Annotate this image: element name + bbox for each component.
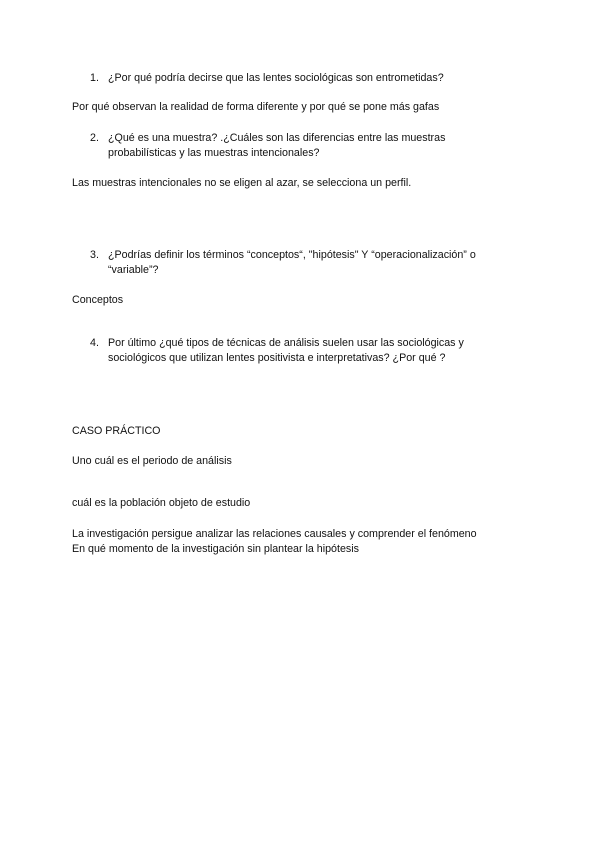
answer-3: Conceptos [72, 294, 124, 306]
caso-paragraph-3-line-1: La investigación persigue analizar las relaciones causales y comprender el fenómeno [72, 528, 477, 540]
question-4-text-line-2: sociológicos que utilizan lentes positivista e interpretativas? ¿Por qué ? [108, 352, 446, 364]
answer-1: Por qué observan la realidad de forma diferente y por qué se pone más gafas [72, 101, 440, 113]
question-2-text-line-1: ¿Qué es una muestra? .¿Cuáles son las diferencias entre las muestras [108, 132, 446, 144]
caso-paragraph-2: cuál es la población objeto de estudio [72, 497, 251, 509]
caso-paragraph-1: Uno cuál es el periodo de análisis [72, 455, 232, 467]
answer-2: Las muestras intencionales no se eligen al azar, se selecciona un perfil. [72, 177, 412, 189]
question-2-text-line-2: probabilísticas y las muestras intencionales? [108, 147, 320, 159]
question-3-text-line-1: ¿Podrías definir los términos “conceptos“, "hipótesis" Y “operacionalización” o [108, 249, 476, 261]
question-1-text: ¿Por qué podría decirse que las lentes sociológicas son entrometidas? [108, 72, 444, 84]
question-1-number: 1. [90, 72, 99, 84]
question-4-number: 4. [90, 337, 99, 349]
question-4-text-line-1: Por último ¿qué tipos de técnicas de análisis suelen usar las sociológicas y [108, 337, 464, 349]
question-2-number: 2. [90, 132, 99, 144]
question-3-number: 3. [90, 249, 99, 261]
caso-practico-heading: CASO PRÁCTICO [72, 425, 161, 437]
question-3-text-line-2: “variable”? [108, 264, 159, 276]
caso-paragraph-3-line-2: En qué momento de la investigación sin plantear la hipótesis [72, 543, 359, 555]
